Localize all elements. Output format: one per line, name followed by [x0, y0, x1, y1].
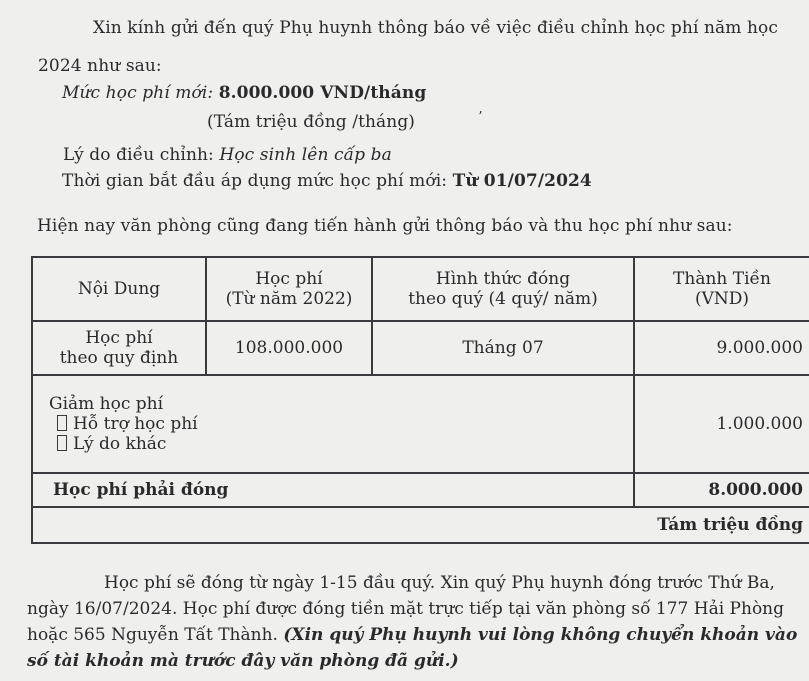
total-label: Học phí phải đóng	[32, 473, 634, 507]
header-fee-line2: (Từ năm 2022)	[225, 289, 353, 309]
header-method-line2: theo quý (4 quý/ năm)	[408, 289, 598, 309]
fee-row-amount: 9.000.000	[634, 321, 809, 375]
fee-row-label-line2: theo quy định	[59, 348, 179, 368]
total-amount: 8.000.000	[634, 473, 809, 507]
header-amount-line1: Thành Tiền	[673, 269, 771, 289]
fee-row-label	[32, 321, 206, 375]
reason-value: Học sinh lên cấp ba	[219, 145, 392, 165]
fee-row-yearly: 108.000.000	[206, 321, 372, 375]
reason-line	[63, 145, 392, 165]
fee-row-period: Tháng 07	[372, 321, 634, 375]
closing-line-1: Học phí sẽ đóng từ ngày 1-15 đầu quý. Xin quý Phụ huynh đóng trước Thứ Ba,	[104, 573, 775, 593]
total-in-words: Tám triệu đồng	[32, 507, 809, 543]
office-line: Hiện nay văn phòng cũng đang tiến hành gửi thông báo và thu học phí như sau:	[37, 216, 733, 236]
discount-item	[39, 414, 627, 434]
closing-line-3-italic: (Xin quý Phụ huynh vui lòng không chuyển khoản vào	[283, 625, 798, 645]
discount-item	[39, 434, 627, 454]
checkbox-icon	[57, 435, 67, 451]
fee-table	[31, 256, 809, 544]
table-row	[32, 375, 809, 473]
table-row	[32, 473, 809, 507]
fee-row-label-line1: Học phí	[85, 328, 153, 348]
closing-line-3	[27, 622, 802, 648]
table-row	[32, 507, 809, 543]
start-value: Từ 01/07/2024	[452, 171, 592, 191]
table-header-row	[32, 257, 809, 321]
discount-amount: 1.000.000	[634, 375, 809, 473]
closing-line-4: số tài khoản mà trước đây văn phòng đã gửi.)	[27, 651, 459, 671]
new-fee-value: 8.000.000 VND/tháng	[218, 83, 427, 103]
discount-cell	[32, 375, 634, 473]
new-fee-label: Mức học phí mới:	[62, 83, 214, 103]
discount-item1-label: Hỗ trợ học phí	[73, 414, 198, 434]
closing-paragraph	[27, 570, 802, 674]
new-fee-line	[62, 83, 426, 103]
pen-mark: ʼ	[478, 110, 483, 125]
intro-line-1: Xin kính gửi đến quý Phụ huynh thông báo về việc điều chỉnh học phí năm học	[93, 18, 779, 38]
discount-label: Giảm học phí	[49, 394, 164, 414]
start-label: Thời gian bắt đầu áp dụng mức học phí mới:	[62, 171, 448, 191]
header-fee-line1: Học phí	[255, 269, 323, 289]
discount-item2-label: Lý do khác	[73, 434, 167, 454]
checkbox-icon	[57, 415, 67, 431]
closing-line-3-plain: hoặc 565 Nguyễn Tất Thành.	[27, 625, 278, 645]
header-fee	[206, 257, 372, 321]
start-date-line	[62, 171, 592, 191]
header-content: Nội Dung	[32, 257, 206, 321]
header-method-line1: Hình thức đóng	[435, 269, 571, 289]
table-row	[32, 321, 809, 375]
header-amount	[634, 257, 809, 321]
intro-line-2: 2024 như sau:	[38, 56, 162, 76]
reason-label: Lý do điều chỉnh:	[63, 145, 214, 165]
header-amount-line2: (VND)	[694, 289, 750, 309]
header-method	[372, 257, 634, 321]
closing-line-2: ngày 16/07/2024. Học phí được đóng tiền mặt trực tiếp tại văn phòng số 177 Hải Phòng	[27, 599, 785, 619]
new-fee-words: (Tám triệu đồng /tháng)	[207, 112, 416, 132]
